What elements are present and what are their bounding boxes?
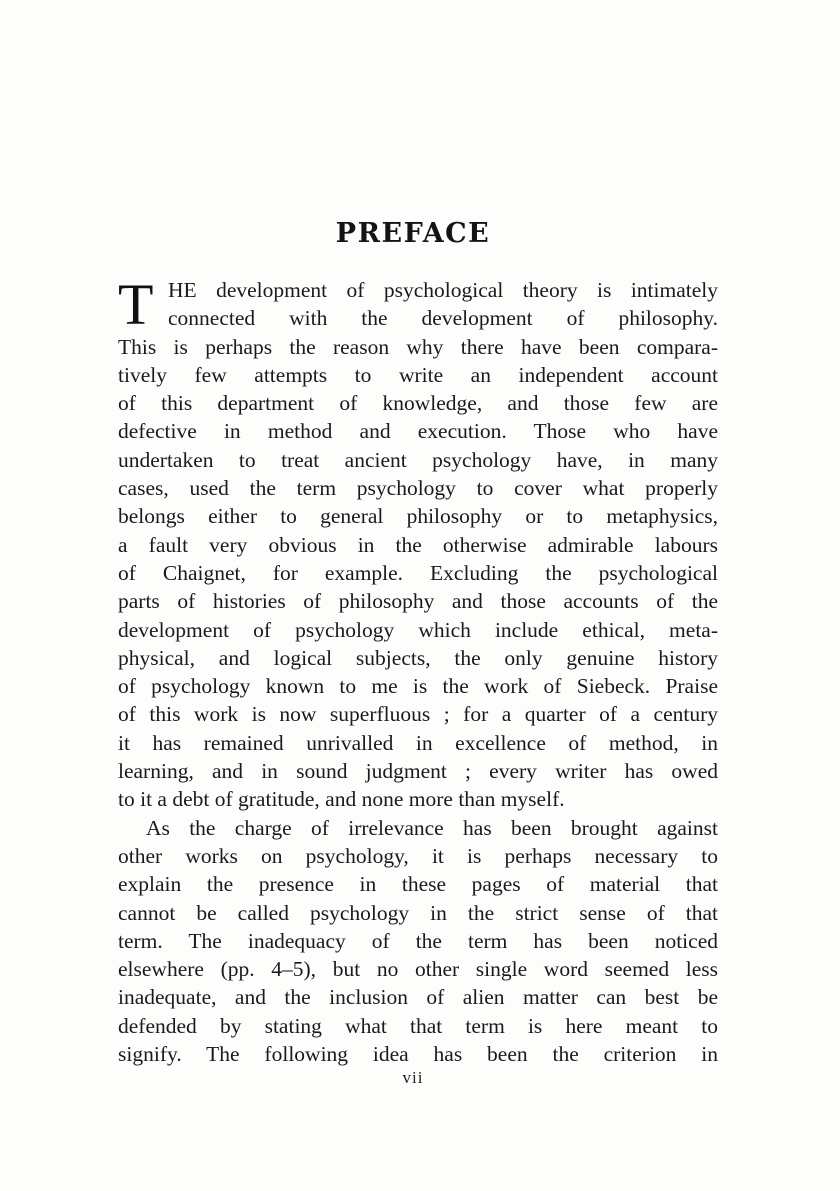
text-line: of Chaignet, for example. Excluding the psychological	[118, 560, 718, 585]
text-line: cannot be called psychology in the strict sense of that	[118, 900, 718, 925]
text-line: This is perhaps the reason why there have been compara-	[118, 334, 718, 359]
text-line: explain the presence in these pages of material that	[118, 872, 718, 897]
text-line: signify. The following idea has been the criterion in	[118, 1042, 718, 1067]
text-line: it has remained unrivalled in excellence of method, in	[118, 730, 718, 755]
page-number: vii	[402, 1068, 424, 1087]
text-line: physical, and logical subjects, the only genuine history	[118, 645, 718, 670]
text-line: learning, and in sound judgment ; every writer has owed	[118, 759, 718, 784]
text-line: of this work is now superfluous ; for a quarter of a century	[118, 702, 718, 727]
text-line: elsewhere (pp. 4–5), but no other single word seemed less	[118, 957, 718, 982]
text-line: As the charge of irrelevance has been brought against	[146, 815, 718, 840]
preface-text	[118, 272, 718, 1068]
text-line: term. The inadequacy of the term has been noticed	[118, 928, 718, 953]
page-title: PREFACE	[335, 218, 491, 249]
text-line: development of psychology which include ethical, meta-	[118, 617, 718, 642]
text-line: parts of histories of philosophy and those accounts of the	[118, 589, 718, 614]
text-line: undertaken to treat ancient psychology have, in many	[118, 447, 718, 472]
text-line: connected with the development of philosophy.	[168, 306, 718, 331]
text-line: of psychology known to me is the work of Siebeck. Praise	[118, 674, 718, 699]
text-line: tively few attempts to write an independent account	[118, 362, 718, 387]
text-line: belongs either to general philosophy or to metaphysics,	[118, 504, 718, 529]
paragraph-2	[118, 814, 718, 1069]
text-line: of this department of knowledge, and those few are	[118, 391, 718, 416]
text-line: HE development of psychological theory is intimately	[168, 278, 718, 302]
text-line: defective in method and execution. Those who have	[118, 419, 718, 444]
text-line: inadequate, and the inclusion of alien matter can best be	[118, 985, 718, 1010]
text-line: cases, used the term psychology to cover what properly	[118, 476, 718, 501]
paragraph-1	[118, 272, 718, 814]
text-line: to it a debt of gratitude, and none more than myself.	[118, 787, 565, 812]
text-line: other works on psychology, it is perhaps necessary to	[118, 843, 718, 868]
text-line: a fault very obvious in the otherwise admirable labours	[118, 532, 718, 557]
text-line: defended by stating what that term is here meant to	[118, 1013, 718, 1038]
drop-cap: T	[118, 272, 154, 337]
